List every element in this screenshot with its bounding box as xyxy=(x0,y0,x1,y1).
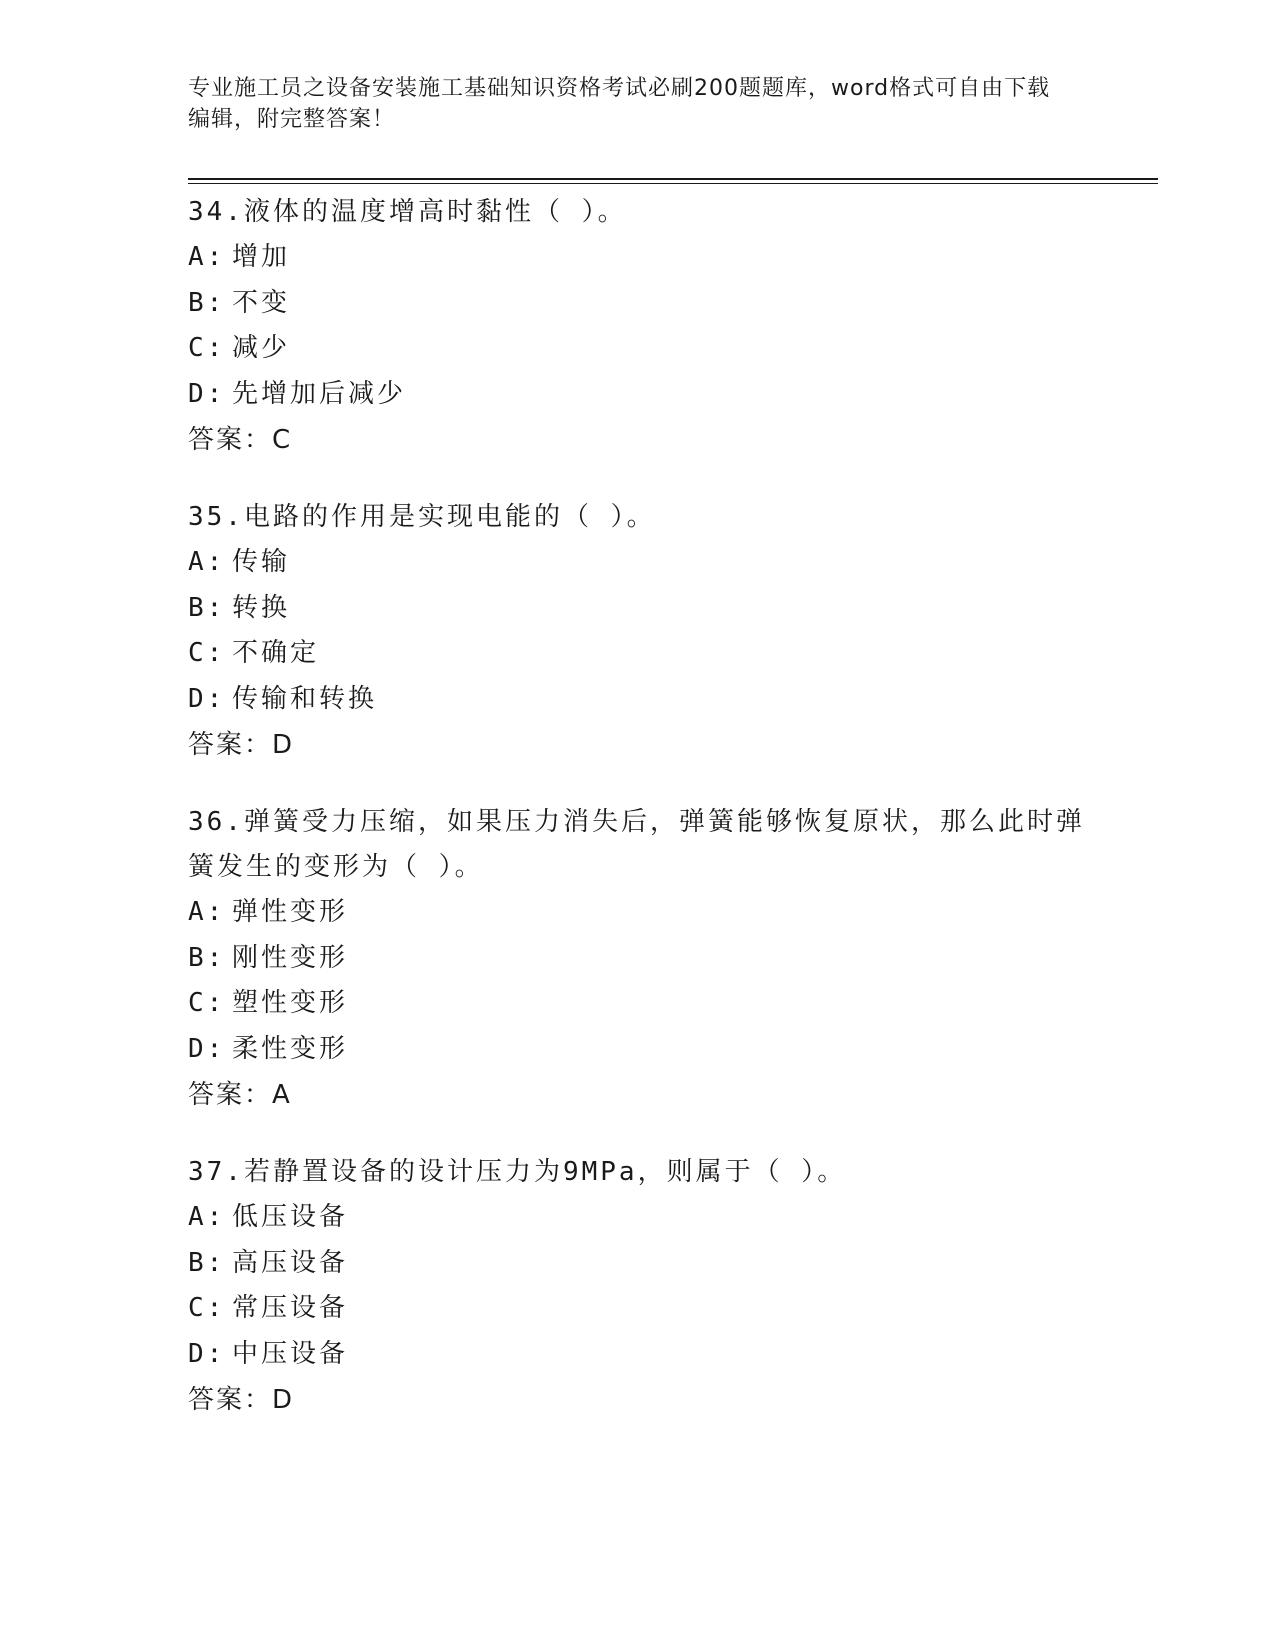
option-text: 低压设备 xyxy=(232,1202,349,1232)
option-c xyxy=(188,1286,1088,1332)
option-text: 不变 xyxy=(232,287,291,318)
answer-line: 答案：D xyxy=(188,730,295,760)
option-letter: C: xyxy=(188,988,226,1018)
option-letter: D: xyxy=(188,378,226,409)
question-36 xyxy=(188,800,1088,1118)
question-stem: 34.液体的温度增高时黏性（ ）。 xyxy=(188,197,627,227)
option-text: 增加 xyxy=(232,242,291,272)
option-letter: A: xyxy=(188,897,226,927)
option-b xyxy=(188,936,1088,982)
option-letter: A: xyxy=(188,547,226,577)
option-text: 塑性变形 xyxy=(232,988,349,1018)
option-text: 传输和转换 xyxy=(232,683,378,714)
answer-line: 答案：C xyxy=(188,425,293,455)
option-d xyxy=(188,677,1088,723)
option-c xyxy=(188,981,1088,1027)
option-text: 柔性变形 xyxy=(232,1033,349,1064)
option-text: 转换 xyxy=(232,592,291,623)
option-a xyxy=(188,540,1088,586)
option-letter: C: xyxy=(188,333,226,363)
option-a xyxy=(188,235,1088,281)
question-37 xyxy=(188,1150,1088,1423)
option-letter: A: xyxy=(188,1202,226,1232)
option-text: 高压设备 xyxy=(232,1247,349,1278)
question-list xyxy=(188,190,1088,1455)
option-d xyxy=(188,1332,1088,1378)
option-letter: D: xyxy=(188,1338,226,1369)
option-letter: C: xyxy=(188,1293,226,1323)
option-d xyxy=(188,372,1088,418)
option-letter: D: xyxy=(188,683,226,714)
option-letter: B: xyxy=(188,592,226,623)
document-header: 专业施工员之设备安装施工基础知识资格考试必刷200题题库，word格式可自由下载编辑，附完整答案！ xyxy=(188,76,1051,132)
option-text: 不确定 xyxy=(232,638,320,668)
question-34 xyxy=(188,190,1088,463)
option-b xyxy=(188,586,1088,632)
option-c xyxy=(188,326,1088,372)
header-rule-thin xyxy=(188,183,1158,184)
option-text: 先增加后减少 xyxy=(232,378,407,409)
option-c xyxy=(188,631,1088,677)
question-stem: 35.电路的作用是实现电能的（ ）。 xyxy=(188,502,656,532)
question-35 xyxy=(188,495,1088,768)
option-letter: D: xyxy=(188,1033,226,1064)
option-letter: B: xyxy=(188,1247,226,1278)
option-a xyxy=(188,1195,1088,1241)
option-b xyxy=(188,281,1088,327)
option-letter: C: xyxy=(188,638,226,668)
option-text: 传输 xyxy=(232,547,291,577)
option-b xyxy=(188,1241,1088,1287)
option-letter: A: xyxy=(188,242,226,272)
option-text: 中压设备 xyxy=(232,1338,349,1369)
answer-line: 答案：D xyxy=(188,1385,295,1415)
option-a xyxy=(188,890,1088,936)
question-stem: 37.若静置设备的设计压力为9MPa，则属于（ ）。 xyxy=(188,1157,847,1187)
option-text: 减少 xyxy=(232,333,291,363)
option-letter: B: xyxy=(188,942,226,973)
option-text: 弹性变形 xyxy=(232,897,349,927)
header-rule xyxy=(188,178,1158,180)
option-text: 常压设备 xyxy=(232,1293,349,1323)
question-stem: 36.弹簧受力压缩，如果压力消失后，弹簧能够恢复原状，那么此时弹簧发生的变形为（ ）。 xyxy=(188,807,1085,882)
option-text: 刚性变形 xyxy=(232,942,349,973)
answer-line: 答案：A xyxy=(188,1080,292,1110)
option-letter: B: xyxy=(188,287,226,318)
option-d xyxy=(188,1027,1088,1073)
